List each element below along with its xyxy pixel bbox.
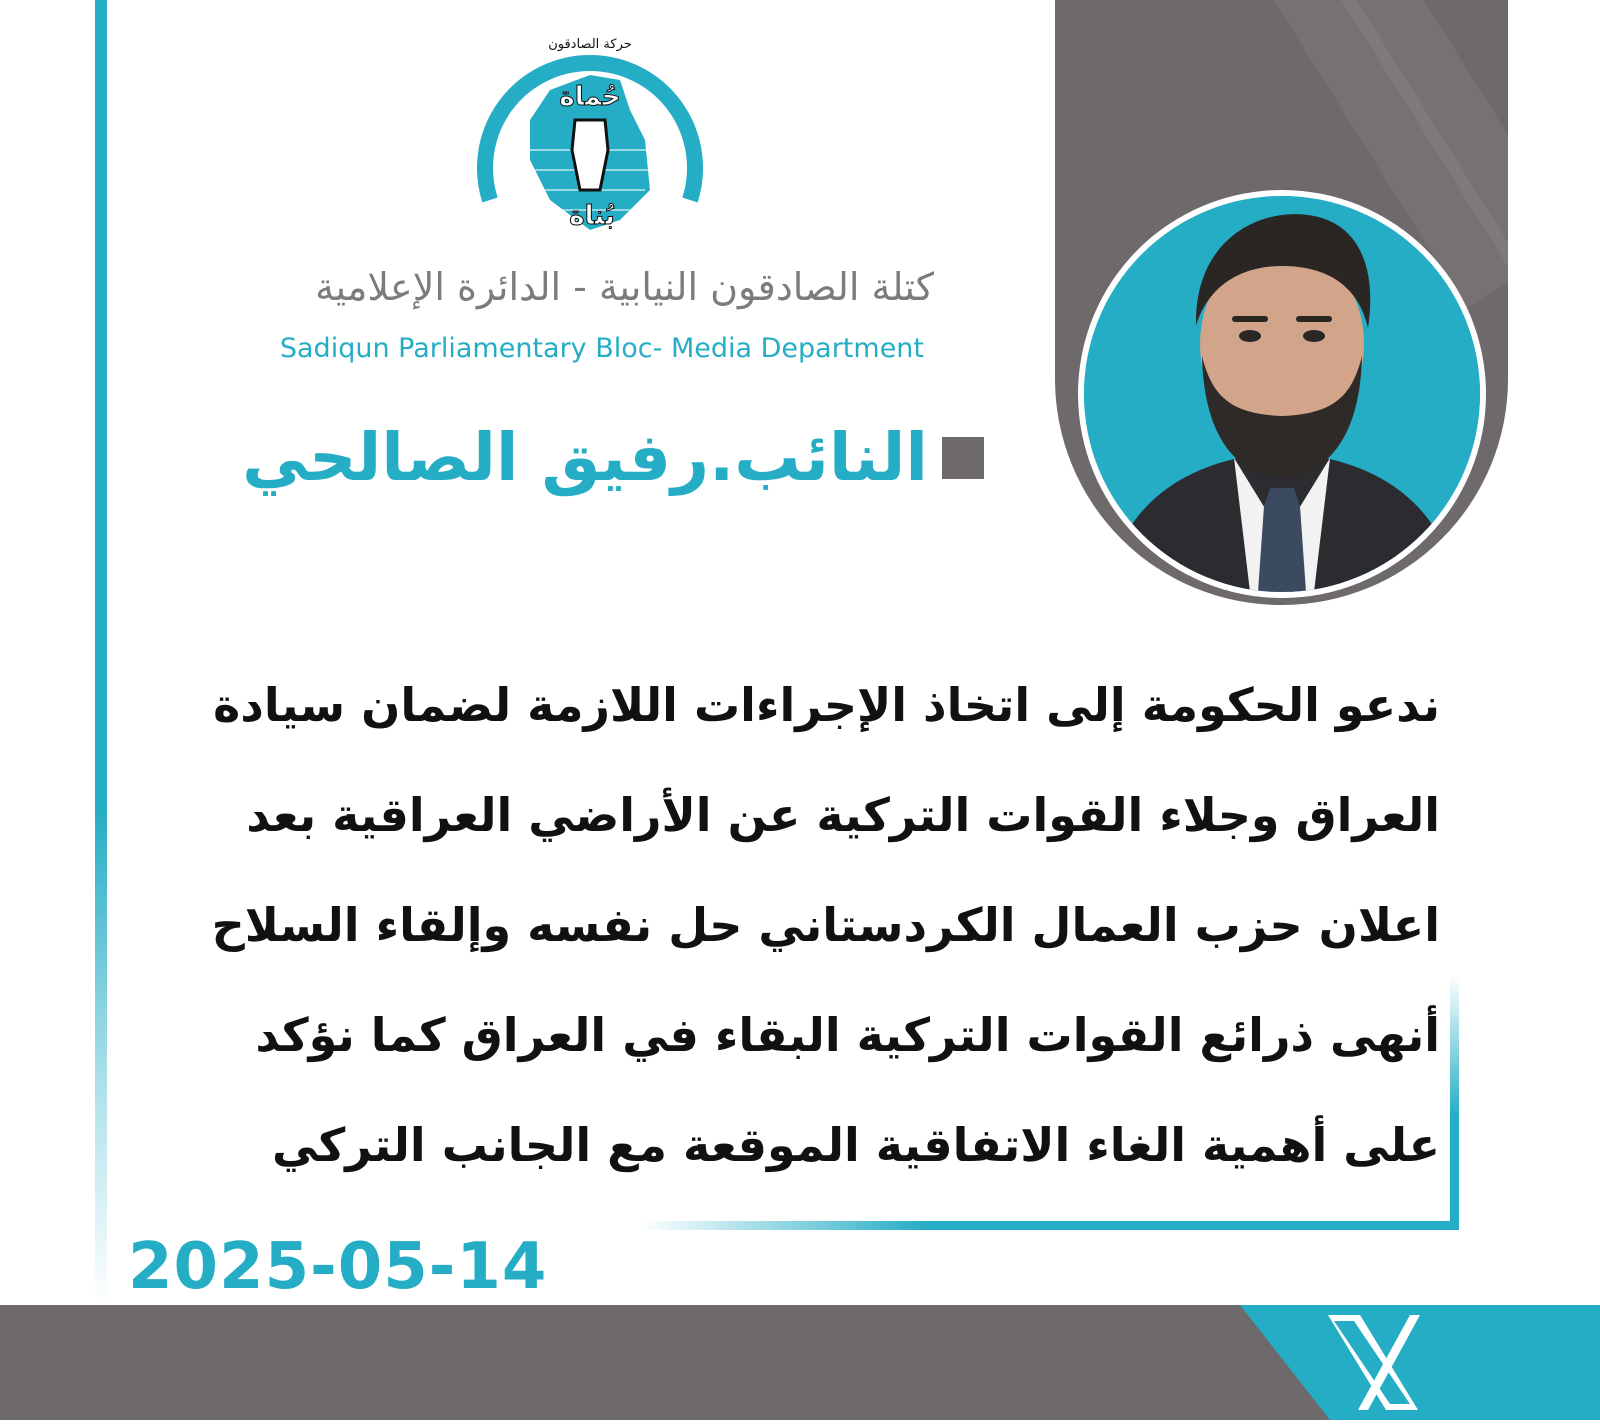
post-date: 2025-05-14 xyxy=(128,1230,548,1304)
statement-line: العراق وجلاء القوات التركية عن الأراضي العراقية بعد xyxy=(246,788,1440,842)
statement-line: اعلان حزب العمال الكردستاني حل نفسه وإلقاء السلاح xyxy=(211,898,1440,952)
svg-text:حُماة: حُماة xyxy=(559,82,621,112)
frame-corner-horizontal xyxy=(640,1221,1459,1230)
frame-corner-vertical xyxy=(1450,975,1459,1230)
person-avatar-icon xyxy=(1084,196,1480,592)
x-logo-icon[interactable] xyxy=(1240,1305,1600,1420)
bloc-name-english: Sadiqun Parliamentary Bloc- Media Department xyxy=(279,333,924,364)
bullet-square-icon xyxy=(942,437,984,479)
statement-line: أنهى ذرائع القوات التركية البقاء في العراق كما نؤكد xyxy=(255,1008,1440,1062)
bloc-name-arabic: كتلة الصادقون النيابية - الدائرة الإعلامية xyxy=(315,265,934,309)
movement-logo-icon xyxy=(470,20,710,250)
speaker-title xyxy=(140,418,984,498)
statement-text xyxy=(130,650,1440,1200)
statement-line: على أهمية الغاء الاتفاقية الموقعة مع الجانب التركي xyxy=(271,1118,1440,1172)
portrait-photo xyxy=(1084,196,1480,592)
svg-text:بُناة: بُناة xyxy=(569,201,615,231)
svg-text:حركة الصادقون: حركة الصادقون xyxy=(548,37,632,52)
speaker-name: النائب.رفيق الصالحي xyxy=(242,419,928,496)
statement-line: ندعو الحكومة إلى اتخاذ الإجراءات اللازمة لضمان سيادة xyxy=(213,678,1440,732)
left-accent-bar xyxy=(95,0,107,1305)
